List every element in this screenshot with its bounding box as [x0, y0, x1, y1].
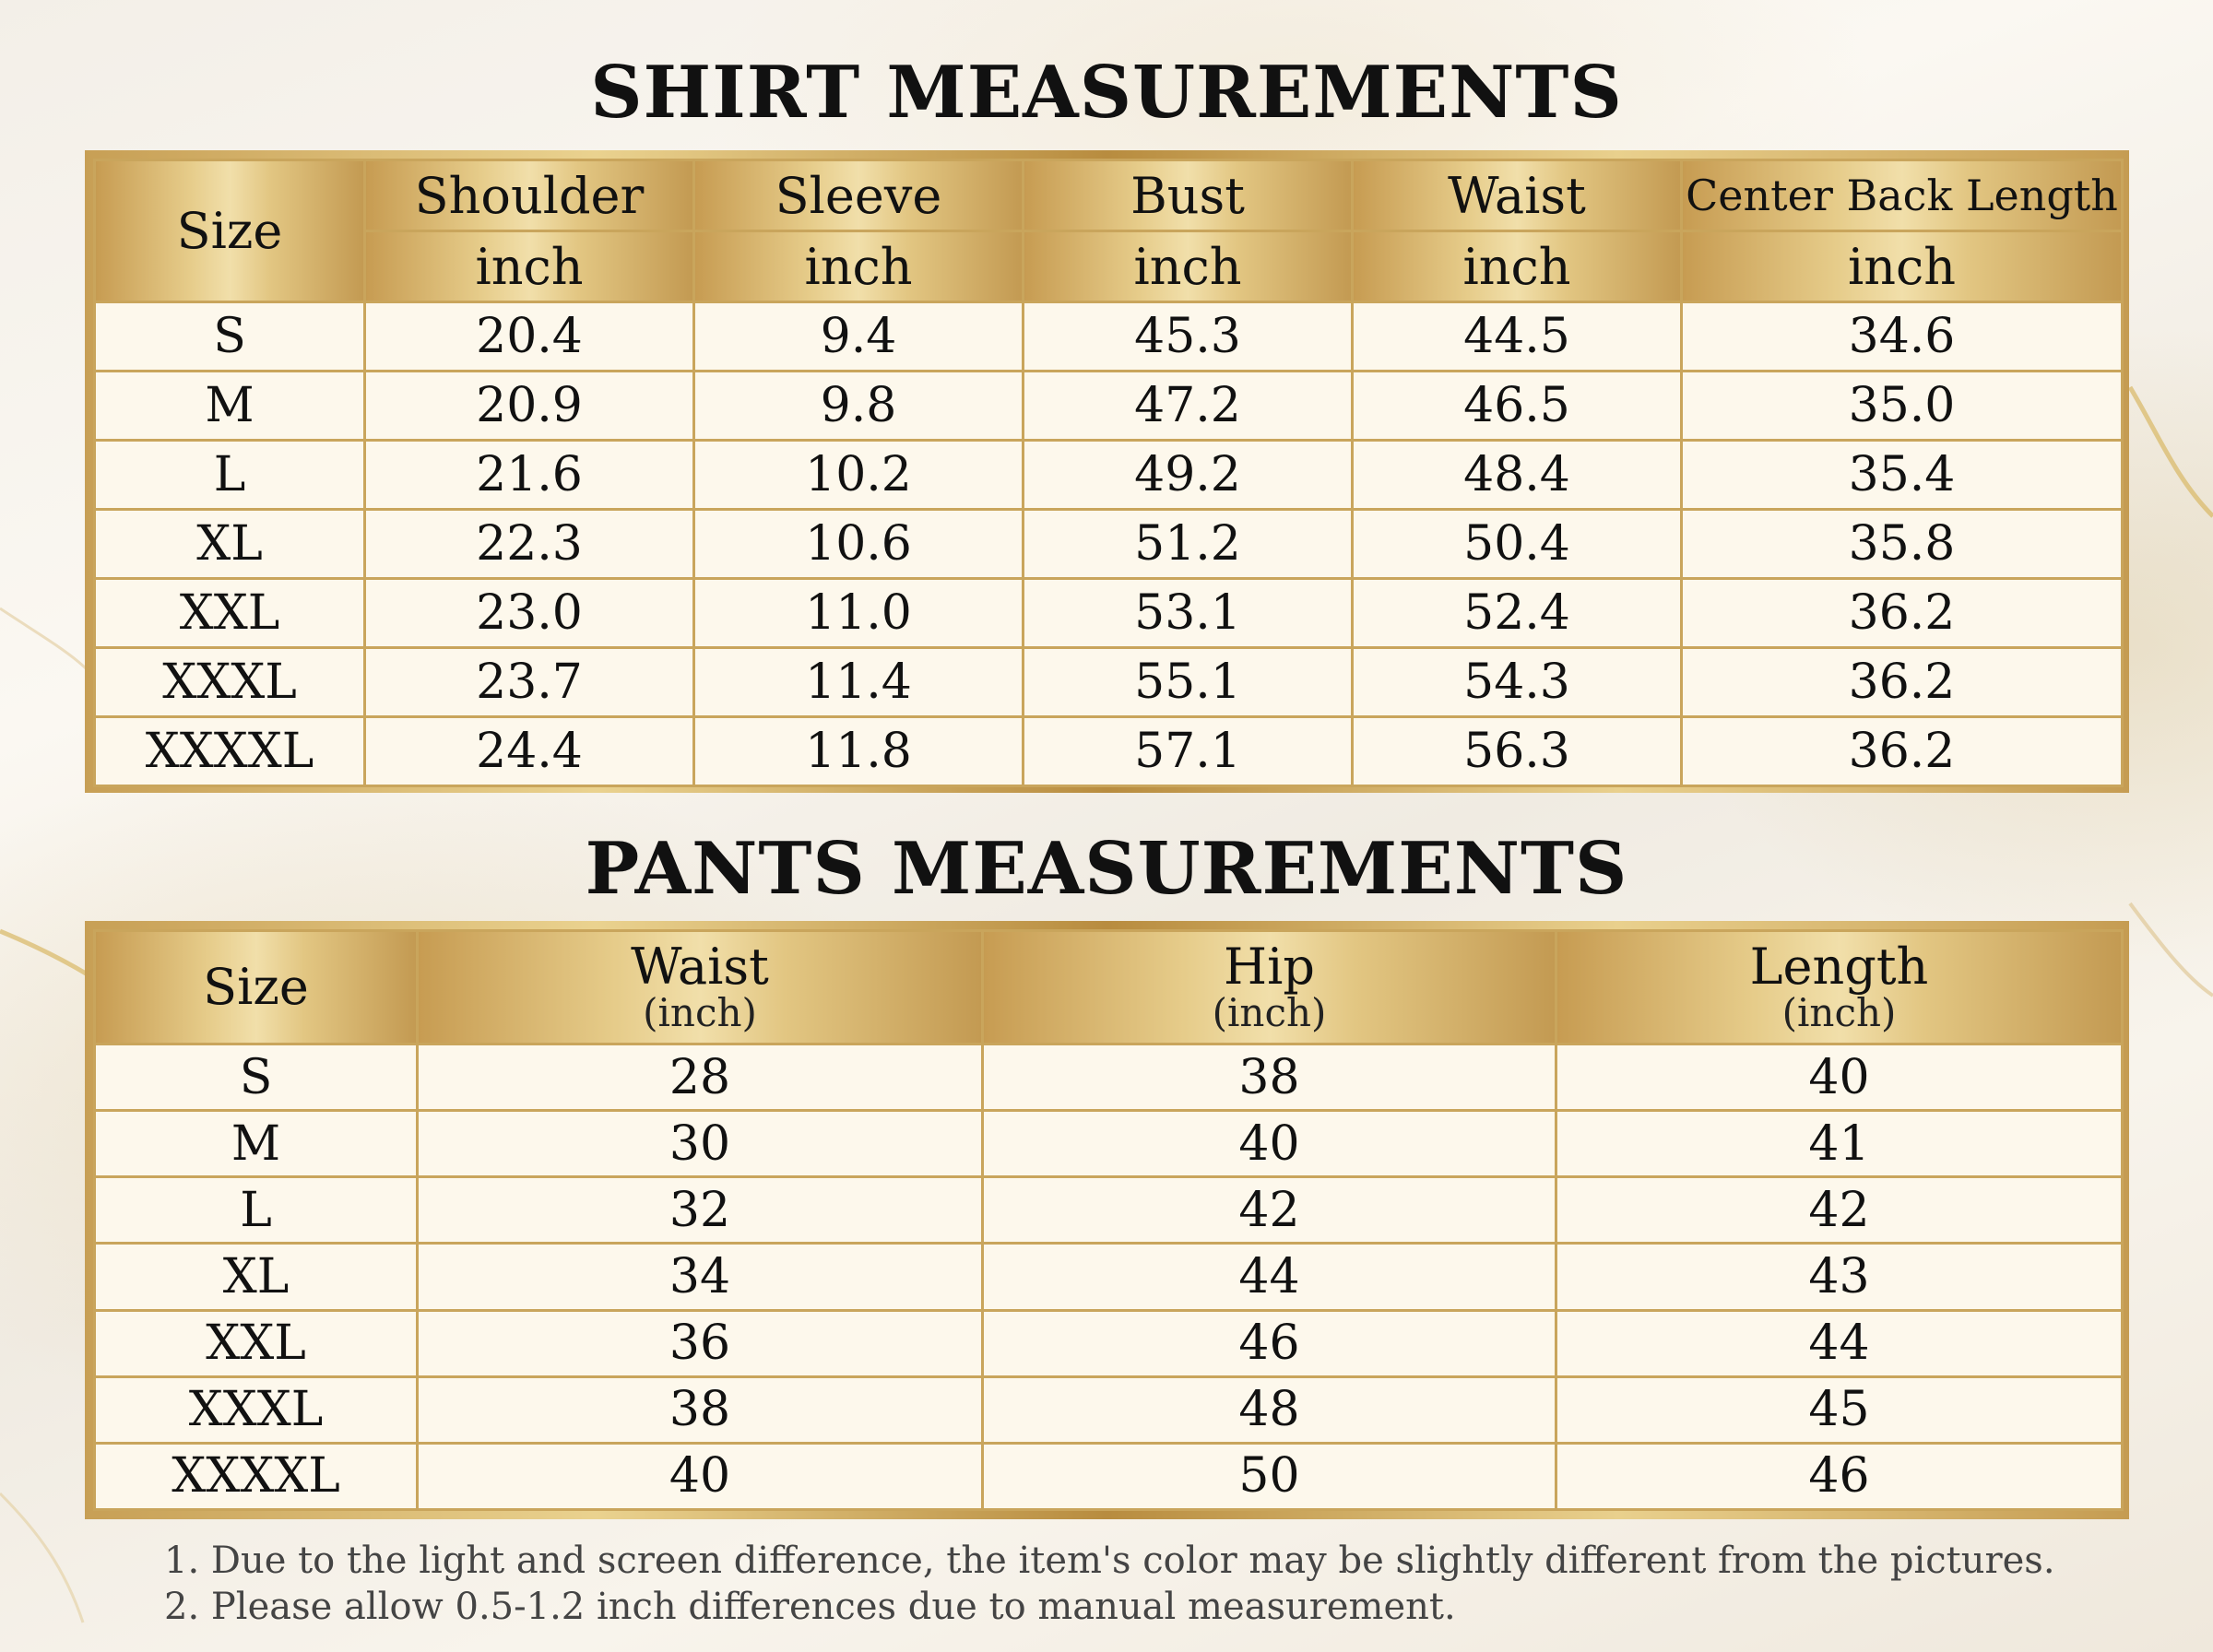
shirt-value-cell: 46.5 [1353, 372, 1682, 441]
shirt-value-cell: 9.4 [694, 302, 1024, 372]
pants-value-cell: 46 [983, 1310, 1556, 1376]
pants-table-row [95, 1244, 2123, 1310]
pants-size-cell: XXXXL [95, 1443, 418, 1509]
pants-table-frame [85, 921, 2129, 1519]
pants-value-cell: 48 [983, 1376, 1556, 1443]
shirt-value-cell: 10.6 [694, 510, 1024, 579]
notes [164, 1538, 2147, 1630]
shirt-value-cell: 22.3 [365, 510, 694, 579]
pants-value-cell: 40 [1556, 1044, 2123, 1111]
pants-table-row [95, 1443, 2123, 1509]
pants-header-waist-label: Waist [631, 937, 769, 996]
shirt-value-cell: 45.3 [1024, 302, 1353, 372]
pants-value-cell: 50 [983, 1443, 1556, 1509]
shirt-unit-center-back-length: inch [1682, 231, 2123, 302]
pants-size-cell: M [95, 1111, 418, 1177]
shirt-value-cell: 55.1 [1024, 648, 1353, 717]
shirt-value-cell: 53.1 [1024, 579, 1353, 648]
shirt-value-cell: 24.4 [365, 717, 694, 786]
shirt-unit-row [95, 231, 2123, 302]
shirt-table-row [95, 372, 2123, 441]
shirt-header-bust: Bust [1024, 160, 1353, 231]
pants-table-row [95, 1044, 2123, 1111]
shirt-size-cell: XXXL [95, 648, 365, 717]
shirt-table-row [95, 579, 2123, 648]
pants-value-cell: 46 [1556, 1443, 2123, 1509]
pants-size-cell: XXL [95, 1310, 418, 1376]
shirt-value-cell: 36.2 [1682, 717, 2123, 786]
shirt-size-table [93, 159, 2124, 787]
pants-header-length-label: Length [1749, 937, 1929, 996]
shirt-value-cell: 54.3 [1353, 648, 1682, 717]
shirt-size-header: Size [95, 160, 365, 302]
pants-value-cell: 36 [418, 1310, 983, 1376]
pants-header-waist-unit: (inch) [643, 990, 757, 1036]
shirt-value-cell: 11.4 [694, 648, 1024, 717]
shirt-value-cell: 56.3 [1353, 717, 1682, 786]
shirt-value-cell: 50.4 [1353, 510, 1682, 579]
pants-size-cell: XXXL [95, 1376, 418, 1443]
shirt-size-cell: XL [95, 510, 365, 579]
shirt-value-cell: 10.2 [694, 441, 1024, 510]
shirt-value-cell: 21.6 [365, 441, 694, 510]
pants-value-cell: 32 [418, 1177, 983, 1244]
shirt-size-cell: L [95, 441, 365, 510]
pants-measurements-title: PANTS MEASUREMENTS [585, 827, 1628, 911]
shirt-value-cell: 35.4 [1682, 441, 2123, 510]
pants-header-row [95, 931, 2123, 1044]
shirt-size-cell: M [95, 372, 365, 441]
pants-size-cell: XL [95, 1244, 418, 1310]
shirt-value-cell: 20.4 [365, 302, 694, 372]
shirt-table-row [95, 441, 2123, 510]
note-1: 1. Due to the light and screen difference, the item's color may be slightly different from the pictures. [164, 1540, 2055, 1582]
shirt-value-cell: 20.9 [365, 372, 694, 441]
shirt-header-shoulder: Shoulder [365, 160, 694, 231]
shirt-header-row [95, 160, 2123, 231]
shirt-header-sleeve: Sleeve [694, 160, 1024, 231]
pants-table-row [95, 1310, 2123, 1376]
shirt-unit-shoulder: inch [365, 231, 694, 302]
pants-value-cell: 40 [983, 1111, 1556, 1177]
shirt-unit-bust: inch [1024, 231, 1353, 302]
pants-value-cell: 42 [1556, 1177, 2123, 1244]
shirt-value-cell: 35.0 [1682, 372, 2123, 441]
pants-header-length-unit: (inch) [1781, 990, 1897, 1036]
pants-value-cell: 42 [983, 1177, 1556, 1244]
shirt-value-cell: 23.0 [365, 579, 694, 648]
shirt-header-waist: Waist [1353, 160, 1682, 231]
pants-value-cell: 38 [983, 1044, 1556, 1111]
pants-header-hip-label: Hip [1224, 937, 1315, 996]
shirt-table-row [95, 648, 2123, 717]
pants-value-cell: 41 [1556, 1111, 2123, 1177]
pants-size-cell: L [95, 1177, 418, 1244]
note-2: 2. Please allow 0.5-1.2 inch differences due to manual measurement. [164, 1586, 1456, 1628]
shirt-value-cell: 36.2 [1682, 579, 2123, 648]
pants-table-row [95, 1111, 2123, 1177]
shirt-value-cell: 44.5 [1353, 302, 1682, 372]
shirt-table-frame [85, 150, 2129, 793]
pants-table-row [95, 1177, 2123, 1244]
pants-value-cell: 45 [1556, 1376, 2123, 1443]
pants-value-cell: 44 [983, 1244, 1556, 1310]
shirt-value-cell: 57.1 [1024, 717, 1353, 786]
pants-header-hip [983, 931, 1556, 1044]
pants-header-waist [418, 931, 983, 1044]
shirt-value-cell: 11.0 [694, 579, 1024, 648]
shirt-size-cell: XXXXL [95, 717, 365, 786]
shirt-unit-waist: inch [1353, 231, 1682, 302]
shirt-value-cell: 52.4 [1353, 579, 1682, 648]
pants-size-table [93, 929, 2124, 1511]
pants-size-header: Size [95, 931, 418, 1044]
shirt-table-row [95, 717, 2123, 786]
shirt-value-cell: 35.8 [1682, 510, 2123, 579]
shirt-value-cell: 51.2 [1024, 510, 1353, 579]
pants-value-cell: 30 [418, 1111, 983, 1177]
pants-size-cell: S [95, 1044, 418, 1111]
shirt-table-row [95, 510, 2123, 579]
shirt-value-cell: 48.4 [1353, 441, 1682, 510]
shirt-value-cell: 36.2 [1682, 648, 2123, 717]
pants-header-length [1556, 931, 2123, 1044]
shirt-value-cell: 49.2 [1024, 441, 1353, 510]
shirt-table-row [95, 302, 2123, 372]
shirt-size-cell: XXL [95, 579, 365, 648]
pants-header-hip-unit: (inch) [1212, 990, 1327, 1036]
pants-table-row [95, 1376, 2123, 1443]
pants-value-cell: 28 [418, 1044, 983, 1111]
pants-value-cell: 44 [1556, 1310, 2123, 1376]
shirt-size-cell: S [95, 302, 365, 372]
shirt-measurements-title: SHIRT MEASUREMENTS [590, 51, 1623, 135]
shirt-value-cell: 23.7 [365, 648, 694, 717]
pants-value-cell: 34 [418, 1244, 983, 1310]
pants-value-cell: 40 [418, 1443, 983, 1509]
pants-value-cell: 38 [418, 1376, 983, 1443]
shirt-header-center-back-length: Center Back Length [1682, 160, 2123, 231]
shirt-value-cell: 9.8 [694, 372, 1024, 441]
pants-value-cell: 43 [1556, 1244, 2123, 1310]
shirt-value-cell: 47.2 [1024, 372, 1353, 441]
shirt-unit-sleeve: inch [694, 231, 1024, 302]
shirt-value-cell: 11.8 [694, 717, 1024, 786]
shirt-value-cell: 34.6 [1682, 302, 2123, 372]
